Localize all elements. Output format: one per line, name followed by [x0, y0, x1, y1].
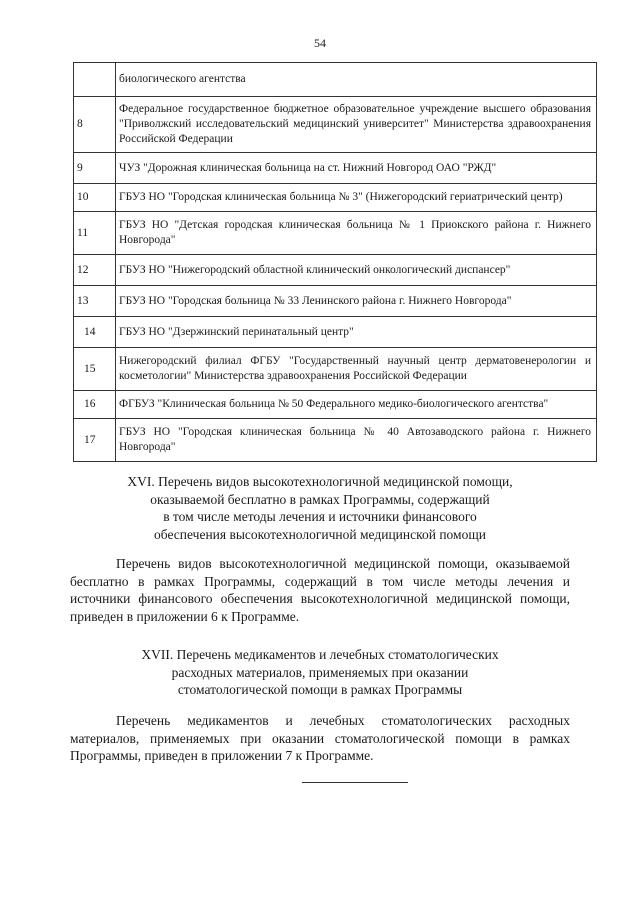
row-number: 10 — [74, 184, 116, 212]
organization-name: ГБУЗ НО "Городская клиническая больница № 40 Автозаводского района г. Нижнего Новгорода" — [116, 419, 597, 462]
table-row — [74, 317, 597, 348]
row-number: 9 — [74, 153, 116, 184]
row-number: 12 — [74, 255, 116, 286]
section-xvi-heading — [70, 473, 570, 543]
heading-line: XVII. Перечень медикаментов и лечебных стоматологических — [141, 647, 499, 662]
heading-line: оказываемой бесплатно в рамках Программы, содержащий — [150, 491, 490, 507]
table-row — [74, 212, 597, 255]
organization-name: Федеральное государственное бюджетное образовательное учреждение высшего образования "Приволжский исследовательский медицинский университет" Министерства здравоохранения Российской Федерации — [116, 97, 597, 153]
heading-line: стоматологической помощи в рамках Программы — [177, 682, 463, 697]
table-row — [74, 255, 597, 286]
section-xvi-paragraph: Перечень видов высокотехнологичной медицинской помощи, оказываемой бесплатно в рамках Программы, содержащий в том числе методы лечения и источники финансового обеспечения высокотехнологичной медицинской помощи, приведен в приложении 6 к Программе. — [70, 556, 570, 624]
row-number — [74, 63, 116, 97]
row-number: 17 — [74, 419, 116, 462]
organization-name: ГБУЗ НО "Дзержинский перинатальный центр" — [116, 317, 597, 348]
row-number: 15 — [74, 348, 116, 391]
table-row — [74, 63, 597, 97]
table-row — [74, 419, 597, 462]
organization-name: ГБУЗ НО "Городская клиническая больница № 3" (Нижегородский гериатрический центр) — [116, 184, 597, 212]
heading-line: в том числе методы лечения и источники финансового — [163, 509, 477, 524]
organization-name: ГБУЗ НО "Городская больница № 33 Ленинского района г. Нижнего Новгорода" — [116, 286, 597, 317]
table-row — [74, 348, 597, 391]
table-row — [74, 286, 597, 317]
row-number: 13 — [74, 286, 116, 317]
heading-line: расходных материалов, применяемых при оказании — [171, 664, 469, 680]
organization-name: ГБУЗ НО "Нижегородский областной клинический онкологический диспансер" — [116, 255, 597, 286]
heading-line: обеспечения высокотехнологичной медицинской помощи — [154, 526, 486, 542]
section-xvii-paragraph: Перечень медикаментов и лечебных стоматологических расходных материалов, применяемых при оказании стоматологической помощи в рамках Программы, приведен в приложении 7 к Программе. — [70, 713, 570, 763]
organization-name: Нижегородский филиал ФГБУ "Государственный научный центр дерматовенерологии и косметологии" Министерства здравоохранения Российской Федерации — [116, 348, 597, 391]
section-xvii-heading — [70, 646, 570, 699]
row-number: 8 — [74, 97, 116, 153]
organization-name: биологического агентства — [116, 63, 597, 97]
organization-name: ГБУЗ НО "Детская городская клиническая больница № 1 Приокского района г. Нижнего Новгорода" — [116, 212, 597, 255]
page-number: 54 — [314, 36, 326, 50]
row-number: 14 — [74, 317, 116, 348]
medical-organizations-table — [73, 62, 597, 462]
organization-name: ЧУЗ "Дорожная клиническая больница на ст. Нижний Новгород ОАО "РЖД" — [116, 153, 597, 184]
table-row — [74, 391, 597, 419]
table-row — [74, 97, 597, 153]
table-row — [74, 184, 597, 212]
row-number: 16 — [74, 391, 116, 419]
organization-name: ФГБУЗ "Клиническая больница № 50 Федерального медико-биологического агентства" — [116, 391, 597, 419]
closing-rule — [302, 782, 408, 783]
heading-line: XVI. Перечень видов высокотехнологичной медицинской помощи, — [127, 474, 513, 489]
table-row — [74, 153, 597, 184]
row-number: 11 — [74, 212, 116, 255]
